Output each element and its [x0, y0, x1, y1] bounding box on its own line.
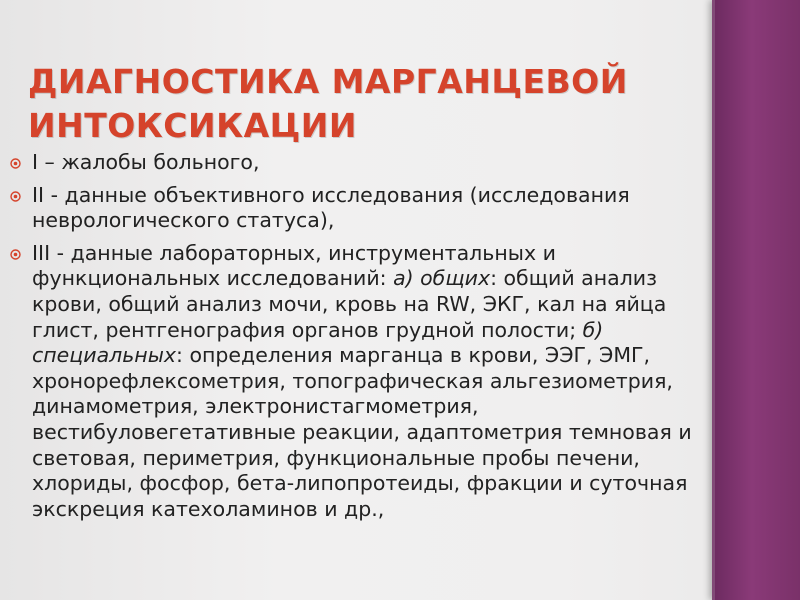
- title-line-2: ИНТОКСИКАЦИИ: [28, 106, 357, 145]
- bullet-italic-special: б) специальных: [32, 317, 604, 368]
- bullet-ring-icon: [10, 158, 21, 169]
- bullet-item-3: [10, 241, 722, 523]
- bullet-text: I – жалобы больного,: [32, 150, 260, 174]
- bullet-item-1: [10, 150, 722, 176]
- bullet-ring-icon: [10, 191, 21, 202]
- bullet-list: [10, 150, 722, 529]
- bullet-text-part: : общий анализ крови, общий анализ мочи, кровь на RW, ЭКГ, кал на яйца глист, рентгенография органов грудной полости;: [32, 266, 667, 342]
- slide-title: [28, 60, 678, 148]
- bullet-text: II - данные объективного исследования (исследования неврологического статуса),: [32, 182, 630, 233]
- bullet-item-2: [10, 183, 722, 234]
- bullet-text-part: : определения марганца в крови, ЭЭГ, ЭМГ, хронорефлексометрия, топографическая альгезиометрия, динамометрия, электронистагмометрия, вестибуловегетативные реакции, адаптометрия темновая и световая, периметрия, функциональные пробы печени, хлориды, фосфор, бета-липопротеиды, фракции и суточная экскреция катехоламинов и др.,: [32, 343, 692, 521]
- bullet-ring-icon: [10, 249, 21, 260]
- right-decorative-bar: [712, 0, 800, 600]
- bullet-italic-general: а) общих: [393, 266, 491, 291]
- title-line-1: ДИАГНОСТИКА МАРГАНЦЕВОЙ: [28, 62, 628, 101]
- bullet-text-part: III - данные лабораторных, инструментальных и функциональных исследований:: [32, 240, 556, 291]
